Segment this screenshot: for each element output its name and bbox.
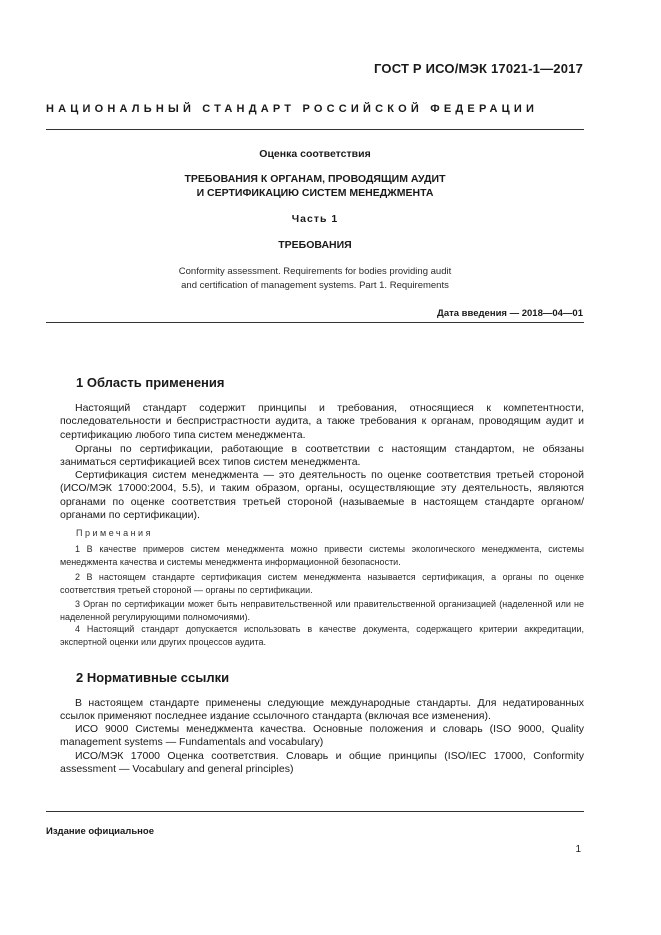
official-edition-label: Издание официальное	[46, 826, 154, 837]
page-number: 1	[575, 844, 581, 855]
english-title-line-1: Conformity assessment. Requirements for bodies providing audit	[178, 266, 452, 277]
section-2-paragraph: В настоящем стандарте применены следующие международные стандарты. Для недатированных ссылок применяют последнее издание ссылочного стандарта (включая все изменения).	[60, 697, 584, 723]
title-line-2: И СЕРТИФИКАЦИЮ СИСТЕМ МЕНЕДЖМЕНТА	[196, 187, 434, 199]
section-1-heading: 1 Область применения	[76, 375, 225, 390]
national-standard-heading: НАЦИОНАЛЬНЫЙ СТАНДАРТ РОССИЙСКОЙ ФЕДЕРАЦИИ	[46, 103, 539, 115]
title-line-1: ТРЕБОВАНИЯ К ОРГАНАМ, ПРОВОДЯЩИМ АУДИТ	[184, 173, 446, 185]
notes-title: Примечания	[76, 528, 153, 538]
top-divider	[46, 129, 584, 130]
note-item: 1 В качестве примеров систем менеджмента можно привести системы экологического менеджмента, системы менеджмента качества и системы менеджмента информационной безопасности.	[60, 544, 584, 567]
requirements-heading: ТРЕБОВАНИЯ	[278, 239, 352, 251]
note-item: 3 Орган по сертификации может быть неправительственной или правительственной организацией (наделенной или не наделенной регулирующими полномочиями).	[60, 599, 584, 622]
note-item: 4 Настоящий стандарт допускается использовать в качестве документа, содержащего критерии аккредитации, экспертной оценки или других процессов аудита.	[60, 624, 584, 647]
english-title-line-2: and certification of management systems. Part 1. Requirements	[181, 280, 449, 291]
document-subject: Оценка соответствия	[259, 148, 371, 160]
document-code: ГОСТ Р ИСО/МЭК 17021-1—2017	[374, 61, 583, 76]
section-1-paragraph: Органы по сертификации, работающие в соответствии с настоящим стандартом, не обязаны заниматься сертификацией всех типов систем менеджмента.	[60, 443, 584, 469]
middle-divider	[46, 322, 584, 323]
document-title	[46, 172, 584, 200]
section-2-paragraph: ИСО 9000 Системы менеджмента качества. Основные положения и словарь (ISO 9000, Quality management systems — Fundamentals and vocabulary)	[60, 723, 584, 749]
section-2-heading: 2 Нормативные ссылки	[76, 670, 230, 685]
introduction-date: Дата введения — 2018—04—01	[437, 308, 583, 319]
bottom-divider	[46, 811, 584, 812]
document-part: Часть 1	[291, 213, 339, 225]
english-title	[46, 265, 584, 293]
section-1-paragraph: Сертификация систем менеджмента — это деятельность по оценке соответствия третьей стороной (ИСО/МЭК 17000:2004, 5.5), и таким образом, органы, осуществляющие эту деятельность, являются органами по оценке соответствия третьей стороной (называемые в настоящем стандарте органом/органами по сертификации).	[60, 469, 584, 521]
section-2-paragraph: ИСО/МЭК 17000 Оценка соответствия. Словарь и общие принципы (ISO/IEC 17000, Conformity assessment — Vocabulary and general principles)	[60, 750, 584, 776]
note-item: 2 В настоящем стандарте сертификация систем менеджмента называется сертификация, а органы по оценке соответствия третьей стороной — органы по сертификации.	[60, 572, 584, 595]
section-1-paragraph: Настоящий стандарт содержит принципы и требования, относящиеся к компетентности, последовательности и беспристрастности аудита, а также требования к органам, проводящим аудит и сертификацию любого типа систем менеджмента.	[60, 402, 584, 441]
